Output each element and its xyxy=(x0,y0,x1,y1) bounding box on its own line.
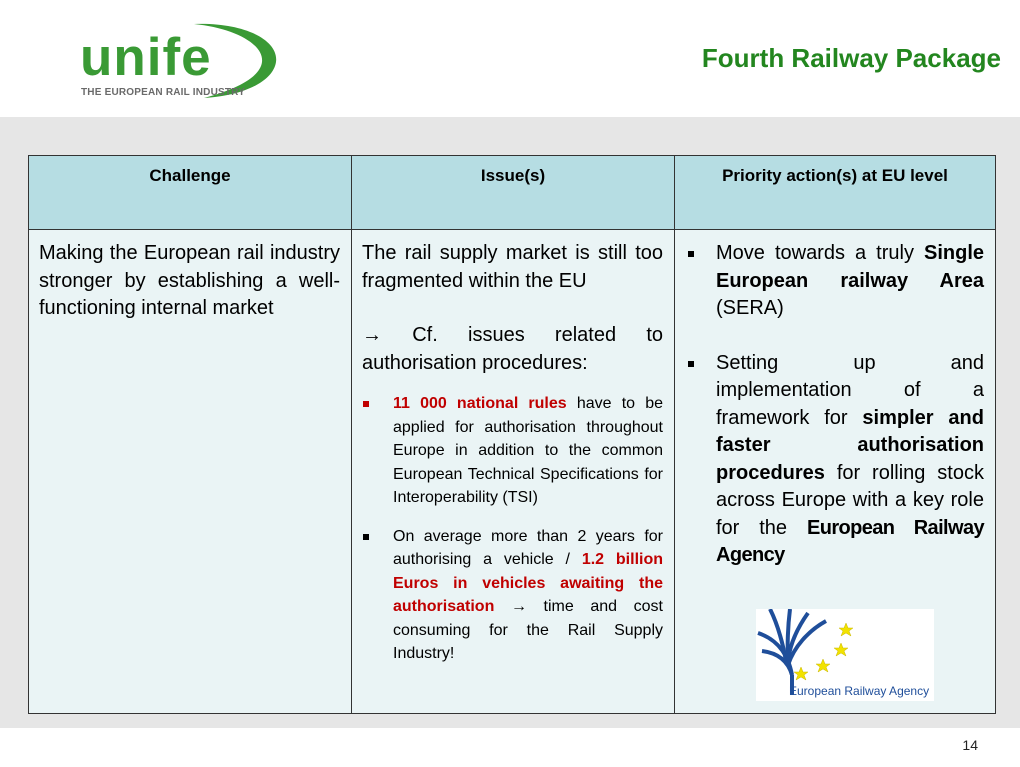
action-list xyxy=(685,240,984,570)
challenge-column xyxy=(29,156,351,713)
square-bullet-icon xyxy=(688,251,694,257)
issue-text-time: On average more than 2 years for authorising a vehicle / xyxy=(393,527,663,568)
action-bold-agency: European Railway Agency xyxy=(716,516,984,566)
issue-item-national-rules xyxy=(362,392,663,510)
issue-highlight-rules: 11 000 national rules xyxy=(393,395,567,412)
action-text-mid: for rolling stock across Europe with a key role for the xyxy=(716,461,984,539)
issues-column xyxy=(351,156,674,713)
issue-item-authorisation-time xyxy=(362,525,663,666)
logo-wordmark: unife xyxy=(80,28,212,87)
unife-logo xyxy=(74,20,284,102)
action-text: Move towards a truly xyxy=(716,242,924,264)
header-issues: Issue(s) xyxy=(352,156,674,230)
issue-intro: The rail supply market is still too fragmented within the EU xyxy=(362,242,663,292)
challenge-text: Making the European rail industry stronger by establishing a well-functioning internal market xyxy=(39,242,340,319)
header-actions: Priority action(s) at EU level xyxy=(675,156,995,230)
action-item-authorisation xyxy=(685,350,984,570)
issue-highlight-cost: 1.2 billion Euros in vehicles awaiting the authorisation xyxy=(393,551,664,615)
header-challenge: Challenge xyxy=(29,156,351,230)
action-bold-procedures: simpler and faster authorisation procedures xyxy=(716,406,984,484)
page-number: 14 xyxy=(962,737,978,753)
action-bold-sera: Single European railway Area xyxy=(716,242,984,292)
slide-title: Fourth Railway Package xyxy=(701,43,1001,73)
action-item-sera xyxy=(685,240,984,323)
action-text: Setting up and implementation of a framework for xyxy=(716,351,984,429)
era-logo-text: European Railway Agency xyxy=(789,684,930,698)
action-text-end: (SERA) xyxy=(716,297,784,319)
priority-table xyxy=(28,155,996,714)
square-bullet-icon xyxy=(363,534,369,540)
actions-column xyxy=(674,156,995,713)
issue-reference: → Cf. issues related to authorisation procedures: xyxy=(362,324,663,374)
square-bullet-icon xyxy=(688,361,694,367)
square-bullet-icon xyxy=(363,401,369,407)
issue-list xyxy=(362,392,663,666)
era-logo xyxy=(756,609,934,701)
issue-text-rules: have to be applied for authorisation throughout Europe in addition to the common European Technical Specifications for Interoperability (TSI) xyxy=(393,395,663,506)
logo-tagline: THE EUROPEAN RAIL INDUSTRY xyxy=(81,87,246,98)
slide-header xyxy=(0,0,1020,117)
issue-text-consequence: → time and cost consuming for the Rail Supply Industry! xyxy=(393,598,663,662)
